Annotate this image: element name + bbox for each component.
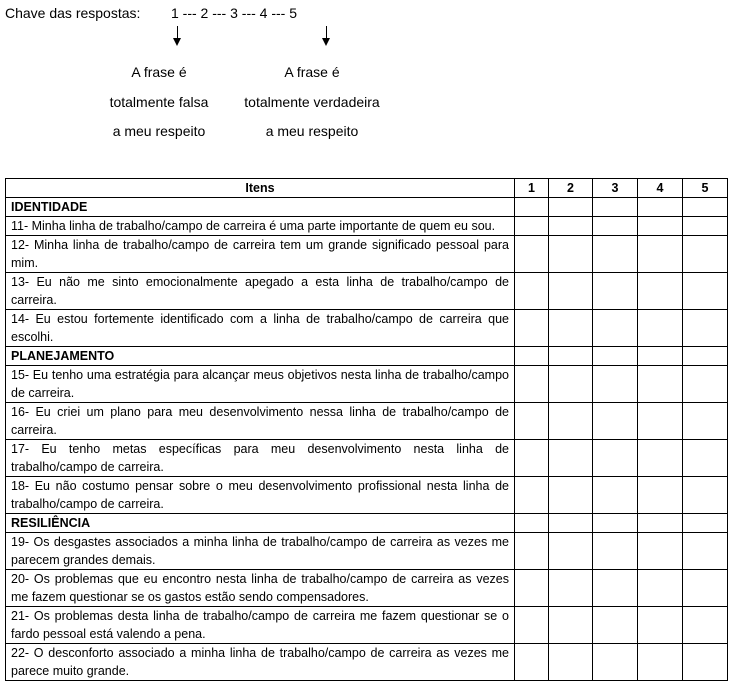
answer-cell-1: [515, 198, 549, 217]
answer-cell-4[interactable]: [638, 366, 683, 403]
answer-cell-3[interactable]: [593, 310, 638, 347]
item-text: 11- Minha linha de trabalho/campo de carreira é uma parte importante de quem eu sou.: [6, 217, 515, 236]
answer-cell-3[interactable]: [593, 440, 638, 477]
answer-cell-3[interactable]: [593, 533, 638, 570]
answer-cell-3[interactable]: [593, 236, 638, 273]
answer-cell-4[interactable]: [638, 236, 683, 273]
answer-cell-1[interactable]: [515, 607, 549, 644]
section-title: PLANEJAMENTO: [6, 347, 515, 366]
answer-cell-5[interactable]: [683, 607, 728, 644]
answer-cell-1[interactable]: [515, 310, 549, 347]
table-row: [6, 273, 728, 310]
answer-cell-4[interactable]: [638, 273, 683, 310]
table-row: [6, 310, 728, 347]
item-text: 21- Os problemas desta linha de trabalho/campo de carreira me fazem questionar se o fardo pessoal está valendo a pena.: [6, 607, 515, 644]
answer-cell-1[interactable]: [515, 217, 549, 236]
answer-cell-1[interactable]: [515, 403, 549, 440]
answer-cell-1[interactable]: [515, 273, 549, 310]
answer-cell-2: [549, 198, 593, 217]
answer-cell-2[interactable]: [549, 570, 593, 607]
answer-cell-4[interactable]: [638, 310, 683, 347]
item-text: 14- Eu estou fortemente identificado com a linha de trabalho/campo de carreira que escolhi.: [6, 310, 515, 347]
answer-cell-3: [593, 514, 638, 533]
answer-cell-5[interactable]: [683, 403, 728, 440]
answer-cell-5: [683, 198, 728, 217]
answer-cell-5[interactable]: [683, 366, 728, 403]
header-1: 1: [515, 179, 549, 198]
answer-cell-1[interactable]: [515, 366, 549, 403]
answer-cell-3[interactable]: [593, 366, 638, 403]
answer-cell-2: [549, 347, 593, 366]
item-text: 13- Eu não me sinto emocionalmente apegado a esta linha de trabalho/campo de carreira.: [6, 273, 515, 310]
item-text: 12- Minha linha de trabalho/campo de carreira tem um grande significado pessoal para mim.: [6, 236, 515, 273]
section-row: [6, 514, 728, 533]
answer-cell-5[interactable]: [683, 273, 728, 310]
answer-key-label: Chave das respostas:: [5, 5, 141, 21]
answer-cell-2[interactable]: [549, 310, 593, 347]
answer-cell-2[interactable]: [549, 236, 593, 273]
answer-cell-4[interactable]: [638, 403, 683, 440]
answer-cell-5[interactable]: [683, 570, 728, 607]
answer-cell-3[interactable]: [593, 217, 638, 236]
answer-cell-2: [549, 514, 593, 533]
answer-cell-3: [593, 347, 638, 366]
answer-cell-2[interactable]: [549, 644, 593, 681]
answer-cell-1: [515, 347, 549, 366]
answer-cell-3[interactable]: [593, 644, 638, 681]
table-row: [6, 366, 728, 403]
desc-line: totalmente verdadeira: [244, 93, 380, 110]
answer-cell-4[interactable]: [638, 607, 683, 644]
answer-cell-2[interactable]: [549, 533, 593, 570]
answer-cell-1[interactable]: [515, 533, 549, 570]
item-text: 15- Eu tenho uma estratégia para alcançar meus objetivos nesta linha de trabalho/campo de carreira.: [6, 366, 515, 403]
scale-high-description: [236, 58, 388, 147]
item-text: 16- Eu criei um plano para meu desenvolvimento nessa linha de trabalho/campo de carreira.: [6, 403, 515, 440]
header-4: 4: [638, 179, 683, 198]
answer-cell-2[interactable]: [549, 403, 593, 440]
answer-cell-3[interactable]: [593, 403, 638, 440]
answer-cell-2[interactable]: [549, 440, 593, 477]
item-text: 18- Eu não costumo pensar sobre o meu desenvolvimento profissional nesta linha de trabalho/campo de carreira.: [6, 477, 515, 514]
item-text: 17- Eu tenho metas específicas para meu desenvolvimento nesta linha de trabalho/campo de carreira.: [6, 440, 515, 477]
answer-cell-1[interactable]: [515, 236, 549, 273]
answer-cell-5[interactable]: [683, 477, 728, 514]
section-title: RESILIÊNCIA: [6, 514, 515, 533]
section-row: [6, 347, 728, 366]
answer-cell-3[interactable]: [593, 477, 638, 514]
scale-low-description: [100, 58, 218, 147]
answer-cell-5[interactable]: [683, 644, 728, 681]
table-row: [6, 607, 728, 644]
answer-cell-1: [515, 514, 549, 533]
answer-cell-4: [638, 198, 683, 217]
desc-line: A frase é: [131, 64, 187, 80]
answer-cell-4[interactable]: [638, 644, 683, 681]
answer-cell-4[interactable]: [638, 533, 683, 570]
answer-cell-5[interactable]: [683, 440, 728, 477]
section-title: IDENTIDADE: [6, 198, 515, 217]
answer-cell-4: [638, 514, 683, 533]
answer-cell-5[interactable]: [683, 236, 728, 273]
desc-line: a meu respeito: [265, 123, 359, 139]
header-5: 5: [683, 179, 728, 198]
questionnaire-table: [5, 178, 728, 681]
answer-cell-2[interactable]: [549, 273, 593, 310]
table-row: [6, 644, 728, 681]
answer-cell-3[interactable]: [593, 570, 638, 607]
answer-cell-4[interactable]: [638, 217, 683, 236]
header-3: 3: [593, 179, 638, 198]
answer-cell-1[interactable]: [515, 570, 549, 607]
table-row: [6, 217, 728, 236]
desc-line: A frase é: [284, 64, 340, 80]
section-row: [6, 198, 728, 217]
item-text: 19- Os desgastes associados a minha linha de trabalho/campo de carreira as vezes me parecem grandes demais.: [6, 533, 515, 570]
answer-cell-4[interactable]: [638, 570, 683, 607]
table-row: [6, 477, 728, 514]
answer-cell-4[interactable]: [638, 440, 683, 477]
answer-cell-3: [593, 198, 638, 217]
table-row: [6, 236, 728, 273]
answer-cell-3[interactable]: [593, 273, 638, 310]
answer-cell-1[interactable]: [515, 477, 549, 514]
arrow-down-icon: [177, 26, 178, 40]
header-items: Itens: [6, 179, 515, 198]
answer-cell-4: [638, 347, 683, 366]
answer-cell-5: [683, 514, 728, 533]
answer-cell-4[interactable]: [638, 477, 683, 514]
answer-cell-2[interactable]: [549, 477, 593, 514]
table-row: [6, 533, 728, 570]
answer-cell-1[interactable]: [515, 440, 549, 477]
answer-cell-5[interactable]: [683, 533, 728, 570]
answer-key-scale: 1 --- 2 --- 3 --- 4 --- 5: [171, 5, 297, 21]
answer-cell-1[interactable]: [515, 644, 549, 681]
answer-cell-2[interactable]: [549, 366, 593, 403]
table-row: [6, 403, 728, 440]
answer-cell-2[interactable]: [549, 607, 593, 644]
answer-cell-2[interactable]: [549, 217, 593, 236]
answer-cell-5[interactable]: [683, 310, 728, 347]
answer-cell-5[interactable]: [683, 217, 728, 236]
item-text: 20- Os problemas que eu encontro nesta linha de trabalho/campo de carreira as vezes me fazem questionar se os gastos estão sendo compensadores.: [6, 570, 515, 607]
table-row: [6, 570, 728, 607]
arrow-down-icon: [326, 26, 327, 40]
answer-cell-3[interactable]: [593, 607, 638, 644]
answer-cell-5: [683, 347, 728, 366]
table-row: [6, 440, 728, 477]
desc-line: a meu respeito: [112, 123, 206, 139]
item-text: 22- O desconforto associado a minha linha de trabalho/campo de carreira as vezes me parece muito grande.: [6, 644, 515, 681]
table-header-row: [6, 179, 728, 198]
header-2: 2: [549, 179, 593, 198]
desc-line: totalmente falsa: [109, 93, 209, 110]
